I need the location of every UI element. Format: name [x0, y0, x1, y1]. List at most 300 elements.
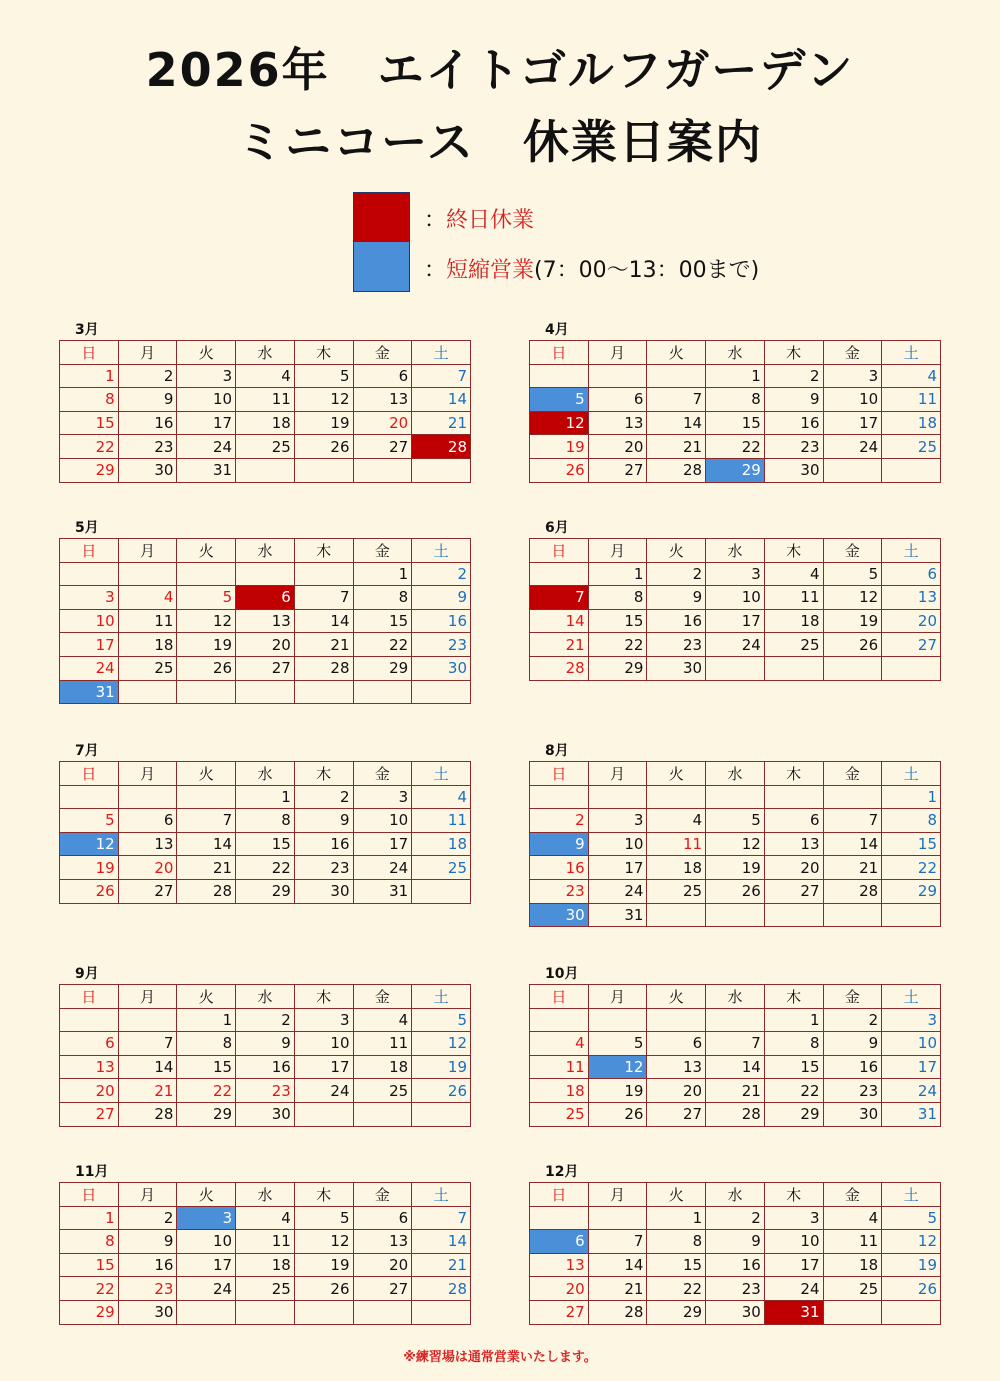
weekday-header: 日 — [60, 539, 119, 563]
day-cell: 6 — [647, 1032, 706, 1056]
week-row — [60, 656, 471, 680]
day-cell: 30 — [647, 656, 706, 680]
day-cell: 23 — [118, 1277, 177, 1301]
day-cell: 29 — [647, 1300, 706, 1324]
day-cell: 1 — [60, 364, 119, 388]
weekday-header: 水 — [236, 341, 295, 365]
week-row — [60, 832, 471, 856]
day-cell: 9 — [118, 388, 177, 412]
week-row — [60, 856, 471, 880]
weekday-header: 月 — [588, 539, 647, 563]
day-cell: 23 — [118, 435, 177, 459]
weekday-header: 金 — [353, 985, 412, 1009]
day-cell: 14 — [294, 609, 353, 633]
legend-short-label: 短縮営業 — [446, 258, 535, 283]
week-row — [530, 656, 941, 680]
empty-cell — [294, 1300, 353, 1324]
day-cell: 21 — [706, 1079, 765, 1103]
day-cell: 7 — [412, 1206, 471, 1230]
day-cell: 4 — [647, 809, 706, 833]
week-row — [530, 586, 941, 610]
weekday-header: 月 — [588, 341, 647, 365]
weekday-header: 土 — [882, 762, 941, 786]
month-calendar — [529, 1182, 941, 1325]
month-label: 4月 — [545, 322, 569, 338]
empty-cell — [177, 680, 236, 704]
weekday-header: 木 — [764, 539, 823, 563]
day-cell-closed: 7 — [530, 586, 589, 610]
day-cell: 13 — [764, 832, 823, 856]
week-row — [530, 1206, 941, 1230]
weekday-header: 水 — [236, 985, 295, 1009]
day-cell: 26 — [177, 656, 236, 680]
day-cell: 10 — [177, 1230, 236, 1254]
weekday-header-row — [60, 762, 471, 786]
day-cell: 25 — [823, 1277, 882, 1301]
day-cell: 18 — [647, 856, 706, 880]
empty-cell — [60, 785, 119, 809]
day-cell: 7 — [118, 1032, 177, 1056]
weekday-header: 土 — [882, 341, 941, 365]
weekday-header: 日 — [530, 341, 589, 365]
day-cell: 12 — [294, 388, 353, 412]
day-cell: 12 — [706, 832, 765, 856]
month-label: 7月 — [75, 743, 99, 759]
empty-cell — [647, 785, 706, 809]
weekday-header: 木 — [294, 762, 353, 786]
day-cell: 8 — [588, 586, 647, 610]
weekday-header: 金 — [353, 539, 412, 563]
day-cell: 11 — [823, 1230, 882, 1254]
day-cell: 25 — [764, 633, 823, 657]
day-cell: 10 — [60, 609, 119, 633]
week-row — [60, 633, 471, 657]
day-cell: 2 — [294, 785, 353, 809]
empty-cell — [530, 1206, 589, 1230]
day-cell: 26 — [294, 1277, 353, 1301]
day-cell: 14 — [412, 1230, 471, 1254]
day-cell: 28 — [118, 1102, 177, 1126]
day-cell: 10 — [882, 1032, 941, 1056]
day-cell: 27 — [588, 458, 647, 482]
day-cell: 15 — [882, 832, 941, 856]
weekday-header: 金 — [823, 762, 882, 786]
day-cell: 22 — [60, 1277, 119, 1301]
day-cell: 24 — [588, 879, 647, 903]
empty-cell — [823, 1300, 882, 1324]
empty-cell — [706, 903, 765, 927]
weekday-header: 土 — [412, 762, 471, 786]
day-cell: 29 — [764, 1102, 823, 1126]
day-cell: 8 — [647, 1230, 706, 1254]
empty-cell — [353, 1300, 412, 1324]
day-cell: 20 — [353, 1253, 412, 1277]
day-cell: 21 — [118, 1079, 177, 1103]
day-cell: 30 — [706, 1300, 765, 1324]
day-cell-short: 31 — [60, 680, 119, 704]
weekday-header: 木 — [764, 762, 823, 786]
day-cell: 2 — [764, 364, 823, 388]
day-cell-short: 30 — [530, 903, 589, 927]
week-row — [530, 633, 941, 657]
day-cell: 17 — [60, 633, 119, 657]
empty-cell — [294, 1102, 353, 1126]
weekday-header: 日 — [60, 341, 119, 365]
day-cell: 26 — [882, 1277, 941, 1301]
weekday-header: 土 — [882, 985, 941, 1009]
week-row — [60, 1032, 471, 1056]
week-row — [530, 1277, 941, 1301]
day-cell: 27 — [353, 1277, 412, 1301]
day-cell: 18 — [823, 1253, 882, 1277]
weekday-header: 日 — [60, 1183, 119, 1207]
day-cell-short: 9 — [530, 832, 589, 856]
day-cell: 2 — [412, 562, 471, 586]
day-cell: 26 — [530, 458, 589, 482]
week-row — [60, 1253, 471, 1277]
weekday-header: 日 — [530, 985, 589, 1009]
day-cell: 13 — [882, 586, 941, 610]
day-cell: 12 — [823, 586, 882, 610]
empty-cell — [882, 458, 941, 482]
month-label: 3月 — [75, 322, 99, 338]
day-cell: 28 — [588, 1300, 647, 1324]
day-cell: 29 — [236, 879, 295, 903]
day-cell: 5 — [294, 364, 353, 388]
week-row — [60, 1300, 471, 1324]
day-cell: 1 — [706, 364, 765, 388]
weekday-header: 木 — [764, 1183, 823, 1207]
day-cell: 15 — [706, 411, 765, 435]
day-cell: 3 — [294, 1008, 353, 1032]
page-title-line2: ミニコース 休業日案内 — [237, 115, 763, 169]
day-cell: 31 — [177, 458, 236, 482]
empty-cell — [412, 458, 471, 482]
day-cell: 30 — [236, 1102, 295, 1126]
weekday-header: 金 — [353, 1183, 412, 1207]
day-cell: 23 — [412, 633, 471, 657]
day-cell: 10 — [588, 832, 647, 856]
empty-cell — [60, 1008, 119, 1032]
day-cell: 14 — [177, 832, 236, 856]
day-cell: 7 — [823, 809, 882, 833]
legend-closed-swatch — [353, 192, 410, 242]
week-row — [60, 435, 471, 459]
day-cell: 15 — [647, 1253, 706, 1277]
day-cell: 22 — [236, 856, 295, 880]
day-cell: 14 — [706, 1055, 765, 1079]
day-cell: 20 — [588, 435, 647, 459]
day-cell: 22 — [882, 856, 941, 880]
week-row — [530, 1230, 941, 1254]
week-row — [530, 435, 941, 459]
day-cell: 11 — [118, 609, 177, 633]
day-cell: 26 — [706, 879, 765, 903]
day-cell: 10 — [177, 388, 236, 412]
day-cell: 3 — [882, 1008, 941, 1032]
day-cell: 12 — [177, 609, 236, 633]
day-cell: 5 — [588, 1032, 647, 1056]
weekday-header: 水 — [706, 985, 765, 1009]
day-cell: 24 — [882, 1079, 941, 1103]
day-cell: 19 — [588, 1079, 647, 1103]
weekday-header: 火 — [177, 762, 236, 786]
day-cell: 4 — [353, 1008, 412, 1032]
day-cell: 27 — [236, 656, 295, 680]
month-calendar — [59, 761, 471, 904]
day-cell: 17 — [177, 411, 236, 435]
empty-cell — [294, 562, 353, 586]
week-row — [530, 856, 941, 880]
day-cell: 17 — [294, 1055, 353, 1079]
day-cell: 9 — [823, 1032, 882, 1056]
weekday-header: 水 — [706, 341, 765, 365]
weekday-header-row — [60, 985, 471, 1009]
day-cell: 21 — [530, 633, 589, 657]
legend-closed-label: 終日休業 — [446, 208, 535, 233]
week-row — [60, 809, 471, 833]
day-cell: 11 — [764, 586, 823, 610]
day-cell: 10 — [764, 1230, 823, 1254]
day-cell: 3 — [60, 586, 119, 610]
day-cell: 1 — [236, 785, 295, 809]
day-cell-short: 5 — [530, 388, 589, 412]
day-cell: 16 — [530, 856, 589, 880]
week-row — [60, 609, 471, 633]
day-cell: 1 — [60, 1206, 119, 1230]
day-cell: 29 — [60, 1300, 119, 1324]
day-cell: 16 — [294, 832, 353, 856]
day-cell: 10 — [353, 809, 412, 833]
day-cell: 20 — [236, 633, 295, 657]
day-cell: 29 — [588, 656, 647, 680]
weekday-header-row — [530, 341, 941, 365]
day-cell: 25 — [118, 656, 177, 680]
month-label: 11月 — [75, 1164, 109, 1180]
weekday-header: 月 — [118, 1183, 177, 1207]
day-cell: 4 — [530, 1032, 589, 1056]
day-cell: 11 — [236, 388, 295, 412]
week-row — [60, 586, 471, 610]
day-cell: 21 — [294, 633, 353, 657]
day-cell: 10 — [823, 388, 882, 412]
day-cell: 5 — [882, 1206, 941, 1230]
day-cell: 17 — [764, 1253, 823, 1277]
day-cell: 17 — [706, 609, 765, 633]
weekday-header: 月 — [118, 762, 177, 786]
day-cell: 21 — [823, 856, 882, 880]
page-title-line1: 2026年 エイトゴルフガーデン — [145, 43, 855, 97]
day-cell: 19 — [882, 1253, 941, 1277]
weekday-header: 土 — [412, 539, 471, 563]
week-row — [60, 411, 471, 435]
day-cell: 24 — [294, 1079, 353, 1103]
month-calendar — [529, 984, 941, 1127]
day-cell: 20 — [118, 856, 177, 880]
day-cell: 15 — [60, 411, 119, 435]
week-row — [530, 1055, 941, 1079]
day-cell: 9 — [706, 1230, 765, 1254]
day-cell: 20 — [764, 856, 823, 880]
day-cell: 28 — [294, 656, 353, 680]
weekday-header: 水 — [236, 762, 295, 786]
weekday-header: 土 — [882, 1183, 941, 1207]
weekday-header: 木 — [764, 985, 823, 1009]
month-label: 10月 — [545, 966, 579, 982]
day-cell: 25 — [353, 1079, 412, 1103]
day-cell: 23 — [647, 633, 706, 657]
empty-cell — [118, 1008, 177, 1032]
day-cell: 5 — [823, 562, 882, 586]
day-cell: 2 — [823, 1008, 882, 1032]
day-cell: 19 — [412, 1055, 471, 1079]
day-cell: 30 — [764, 458, 823, 482]
day-cell: 16 — [412, 609, 471, 633]
day-cell: 27 — [882, 633, 941, 657]
week-row — [530, 879, 941, 903]
day-cell: 1 — [353, 562, 412, 586]
day-cell: 4 — [236, 1206, 295, 1230]
week-row — [530, 1102, 941, 1126]
day-cell: 16 — [118, 411, 177, 435]
empty-cell — [530, 364, 589, 388]
day-cell: 13 — [353, 388, 412, 412]
empty-cell — [60, 562, 119, 586]
week-row — [530, 458, 941, 482]
weekday-header: 水 — [706, 762, 765, 786]
day-cell-closed: 28 — [412, 435, 471, 459]
weekday-header: 火 — [177, 985, 236, 1009]
day-cell: 9 — [647, 586, 706, 610]
day-cell: 18 — [353, 1055, 412, 1079]
day-cell: 17 — [353, 832, 412, 856]
day-cell: 22 — [353, 633, 412, 657]
day-cell: 28 — [530, 656, 589, 680]
empty-cell — [588, 1206, 647, 1230]
day-cell: 14 — [588, 1253, 647, 1277]
day-cell: 23 — [236, 1079, 295, 1103]
day-cell: 11 — [236, 1230, 295, 1254]
weekday-header: 月 — [588, 1183, 647, 1207]
weekday-header-row — [530, 1183, 941, 1207]
day-cell: 6 — [60, 1032, 119, 1056]
day-cell: 18 — [236, 1253, 295, 1277]
day-cell: 6 — [118, 809, 177, 833]
weekday-header: 火 — [177, 341, 236, 365]
weekday-header: 月 — [588, 985, 647, 1009]
weekday-header: 水 — [706, 1183, 765, 1207]
day-cell: 20 — [647, 1079, 706, 1103]
day-cell: 6 — [588, 388, 647, 412]
day-cell-short: 29 — [706, 458, 765, 482]
weekday-header: 月 — [118, 985, 177, 1009]
weekday-header: 火 — [647, 341, 706, 365]
empty-cell — [353, 680, 412, 704]
empty-cell — [236, 562, 295, 586]
day-cell: 24 — [823, 435, 882, 459]
day-cell: 23 — [764, 435, 823, 459]
week-row — [530, 1300, 941, 1324]
weekday-header: 月 — [588, 762, 647, 786]
day-cell: 31 — [588, 903, 647, 927]
day-cell: 15 — [588, 609, 647, 633]
day-cell: 7 — [177, 809, 236, 833]
month-label: 6月 — [545, 520, 569, 536]
day-cell: 3 — [177, 364, 236, 388]
weekday-header: 木 — [294, 539, 353, 563]
week-row — [530, 562, 941, 586]
day-cell: 9 — [294, 809, 353, 833]
empty-cell — [647, 903, 706, 927]
day-cell: 1 — [764, 1008, 823, 1032]
day-cell: 11 — [882, 388, 941, 412]
day-cell: 2 — [647, 562, 706, 586]
empty-cell — [588, 1008, 647, 1032]
day-cell: 7 — [588, 1230, 647, 1254]
day-cell: 20 — [60, 1079, 119, 1103]
day-cell: 18 — [236, 411, 295, 435]
day-cell: 4 — [412, 785, 471, 809]
day-cell: 20 — [530, 1277, 589, 1301]
week-row — [530, 1008, 941, 1032]
week-row — [60, 458, 471, 482]
day-cell: 7 — [412, 364, 471, 388]
day-cell: 21 — [647, 435, 706, 459]
empty-cell — [706, 1008, 765, 1032]
day-cell: 24 — [177, 1277, 236, 1301]
empty-cell — [823, 903, 882, 927]
weekday-header: 日 — [530, 1183, 589, 1207]
day-cell: 20 — [882, 609, 941, 633]
week-row — [530, 411, 941, 435]
empty-cell — [353, 458, 412, 482]
day-cell: 19 — [530, 435, 589, 459]
day-cell: 8 — [60, 388, 119, 412]
day-cell: 26 — [588, 1102, 647, 1126]
empty-cell — [823, 458, 882, 482]
day-cell: 25 — [882, 435, 941, 459]
day-cell: 6 — [353, 364, 412, 388]
day-cell: 22 — [706, 435, 765, 459]
weekday-header: 木 — [294, 985, 353, 1009]
day-cell: 23 — [706, 1277, 765, 1301]
day-cell: 5 — [294, 1206, 353, 1230]
empty-cell — [412, 1300, 471, 1324]
empty-cell — [177, 562, 236, 586]
day-cell: 13 — [530, 1253, 589, 1277]
day-cell: 18 — [530, 1079, 589, 1103]
day-cell: 1 — [647, 1206, 706, 1230]
day-cell-closed: 12 — [530, 411, 589, 435]
legend-short-hours: (7：00〜13：00まで) — [534, 258, 760, 283]
week-row — [60, 879, 471, 903]
day-cell: 25 — [236, 435, 295, 459]
day-cell: 31 — [353, 879, 412, 903]
day-cell: 26 — [412, 1079, 471, 1103]
empty-cell — [236, 680, 295, 704]
day-cell: 27 — [353, 435, 412, 459]
empty-cell — [647, 1008, 706, 1032]
day-cell: 2 — [118, 364, 177, 388]
weekday-header: 金 — [823, 539, 882, 563]
weekday-header: 金 — [353, 341, 412, 365]
day-cell: 4 — [823, 1206, 882, 1230]
weekday-header: 水 — [236, 1183, 295, 1207]
day-cell: 29 — [177, 1102, 236, 1126]
weekday-header: 火 — [647, 985, 706, 1009]
day-cell: 8 — [764, 1032, 823, 1056]
day-cell: 14 — [530, 609, 589, 633]
